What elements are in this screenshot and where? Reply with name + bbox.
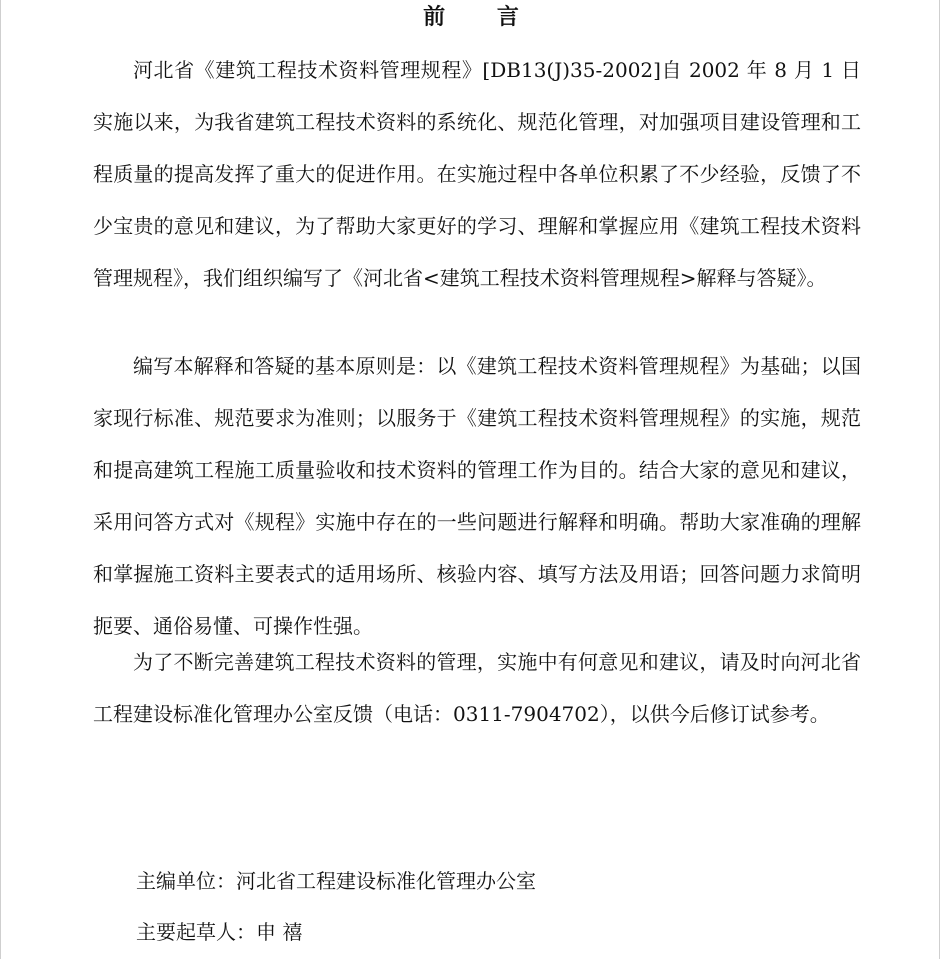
editor-unit-line: 主编单位：河北省工程建设标准化管理办公室	[136, 869, 536, 893]
main-drafter-line: 主要起草人：申 禧	[136, 920, 303, 944]
page-title: 前 言	[423, 4, 541, 30]
paragraph-2: 编写本解释和答疑的基本原则是：以《建筑工程技术资料管理规程》为基础；以国家现行标准、规范要求为准则；以服务于《建筑工程技术资料管理规程》的实施，规范和提高建筑工程施工质量验收和技术资料的管理工作为目的。结合大家的意见和建议，采用问答方式对《规程》实施中存在的一些问题进行解释和明确。帮助大家准确的理解和掌握施工资料主要表式的适用场所、核验内容、填写方法及用语；回答问题力求简明扼要、通俗易懂、可操作性强。	[93, 354, 861, 638]
paragraph-3: 为了不断完善建筑工程技术资料的管理，实施中有何意见和建议，请及时向河北省工程建设标准化管理办公室反馈（电话：0311-7904702），以供今后修订试参考。	[93, 650, 861, 726]
foreword-body	[93, 44, 861, 792]
paragraph-1: 河北省《建筑工程技术资料管理规程》[DB13(J)35-2002]自 2002 年 8 月 1 日实施以来，为我省建筑工程技术资料的系统化、规范化管理，对加强项目建设管理和工程质量的提高发挥了重大的促进作用。在实施过程中各单位积累了不少经验，反馈了不少宝贵的意见和建议，为了帮助大家更好的学习、理解和掌握应用《建筑工程技术资料管理规程》，我们组织编写了《河北省<建筑工程技术资料管理规程>解释与答疑》。	[93, 58, 861, 290]
